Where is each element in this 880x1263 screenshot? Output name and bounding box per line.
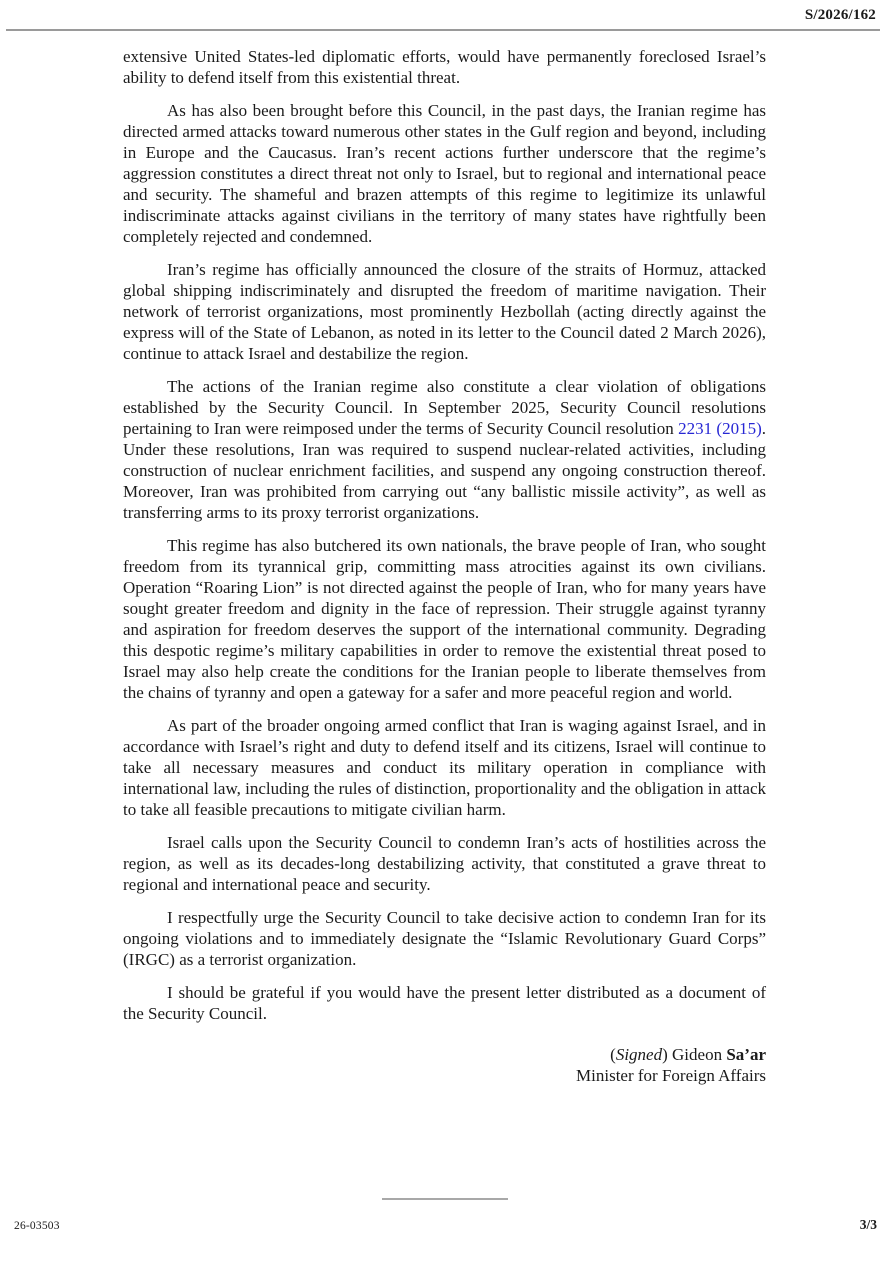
document-symbol: S/2026/162 — [804, 7, 876, 23]
signatory-surname: Sa’ar — [726, 1045, 766, 1064]
job-number: 26-03503 — [14, 1220, 60, 1232]
paragraph-text: The actions of the Iranian regime also constitute a clear violation of obligations established by the Security Council. In September 2025, Security Council resolutions pertaining to Iran were reimposed under the terms of Security Council resolution — [123, 377, 766, 438]
page-number: 3/3 — [859, 1217, 877, 1232]
signature-block — [123, 1044, 766, 1086]
paragraph-text: . Under these resolutions, Iran was required to suspend nuclear-related activities, including construction of nuclear enrichment facilities, and suspend any ongoing construction thereof. Moreover, Iran was prohibited from carrying out “any ballistic missile activity”, as well as transferring arms to its proxy terrorist organizations. — [123, 419, 766, 522]
paragraph-continuation: extensive United States-led diplomatic efforts, would have permanently foreclosed Israel’s ability to defend itself from this existential threat. — [123, 47, 766, 87]
signatory-title: Minister for Foreign Affairs — [576, 1066, 766, 1085]
signature-line — [123, 1044, 766, 1065]
signed-word: Signed — [615, 1045, 663, 1064]
paragraph-resolution — [123, 376, 766, 523]
signatory-first-name: ) Gideon — [662, 1045, 727, 1064]
paragraph: I respectfully urge the Security Council to take decisive action to condemn Iran for its ongoing violations and to immediately designate the “Islamic Revolutionary Guard Corps” (IRGC) as a terrorist organization. — [123, 908, 766, 969]
paragraph: As part of the broader ongoing armed conflict that Iran is waging against Israel, and in accordance with Israel’s right and duty to defend itself and its citizens, Israel will continue to take all necessary measures and conduct its military operation in compliance with international law, including the rules of distinction, proportionality and the obligation in attack to take all feasible precautions to mitigate civilian harm. — [123, 716, 766, 819]
paragraph: This regime has also butchered its own nationals, the brave people of Iran, who sought freedom from its tyrannical grip, committing mass atrocities against its own civilians. Operation “Roaring Lion” is not directed against the people of Iran, who for many years have sought greater freedom and dignity in the face of repression. Their struggle against tyranny and aspiration for freedom deserves the support of the international community. Degrading this despotic regime’s military capabilities in order to remove the existential threat posed to Israel may also help create the conditions for the Iranian people to liberate themselves from the chains of tyranny and open a gateway for a safer and more peaceful region and world. — [123, 536, 766, 702]
header-rule — [6, 29, 880, 31]
paragraph: I should be grateful if you would have the present letter distributed as a document of the Security Council. — [123, 983, 766, 1023]
resolution-2231-link[interactable]: 2231 (2015) — [678, 419, 762, 438]
signature-paren: ( — [610, 1045, 616, 1064]
footer-divider — [382, 1198, 508, 1200]
paragraph: As has also been brought before this Council, in the past days, the Iranian regime has directed armed attacks toward numerous other states in the Gulf region and beyond, including in Europe and the Caucasus. Iran’s recent actions further underscore that the regime’s aggression constitutes a direct threat not only to Israel, but to regional and international peace and security. The shameful and brazen attempts of this regime to legitimize its unlawful indiscriminate attacks against civilians in the territory of many states have rightfully been completely rejected and condemned. — [123, 101, 766, 246]
paragraph: Israel calls upon the Security Council to condemn Iran’s acts of hostilities across the region, as well as its decades-long destabilizing activity, that constituted a grave threat to regional and international peace and security. — [123, 833, 766, 894]
paragraph: Iran’s regime has officially announced the closure of the straits of Hormuz, attacked global shipping indiscriminately and disrupted the freedom of maritime navigation. Their network of terrorist organizations, most prominently Hezbollah (acting directly against the express will of the State of Lebanon, as noted in its letter to the Council dated 2 March 2026), continue to attack Israel and destabilize the region. — [123, 260, 766, 363]
letter-body — [123, 46, 766, 1086]
